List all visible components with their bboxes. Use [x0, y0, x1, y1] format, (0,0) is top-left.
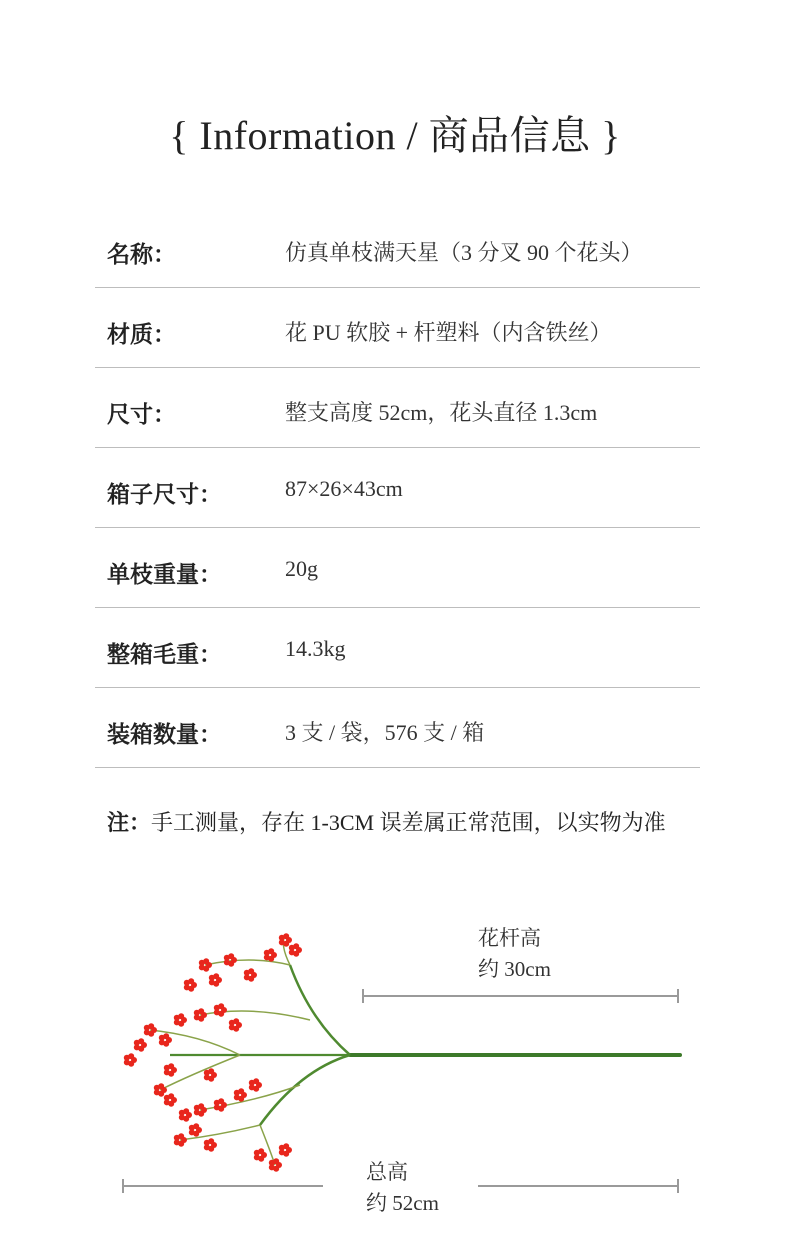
flower-head: [268, 948, 274, 954]
flower-head: [148, 1023, 154, 1029]
dimension-tick: [677, 989, 679, 1003]
flower-head: [233, 1018, 239, 1024]
spec-row-size: [95, 368, 700, 448]
spec-row-box-size: [95, 448, 700, 528]
flower-head: [168, 1093, 174, 1099]
stem-dimension-line: [363, 995, 678, 997]
flower-stem: [150, 935, 680, 1165]
flower-head: [208, 1068, 214, 1074]
measurement-note: [107, 806, 666, 837]
spec-row-name: [95, 208, 700, 288]
stem-height-title: 花杆高: [478, 926, 541, 950]
spec-value: 仿真单枝满天星（3 分叉 90 个花头）: [285, 240, 643, 265]
stem-height-value: 约 30cm: [478, 957, 551, 981]
flower-head: [228, 953, 234, 959]
flower-head: [158, 1083, 164, 1089]
flower-head: [203, 958, 209, 964]
spec-label: 尺寸：: [107, 402, 176, 428]
note-text: 手工测量，存在 1-3CM 误差属正常范围，以实物为准: [151, 810, 666, 835]
flower-head: [258, 1148, 264, 1154]
flower-head: [178, 1013, 184, 1019]
stem-height-label: [478, 923, 551, 985]
spec-label: 名称：: [107, 242, 176, 268]
flower-heads: [124, 933, 302, 1172]
flower-head: [213, 973, 219, 979]
spec-value: 87×26×43cm: [285, 476, 403, 501]
spec-value: 花 PU 软胶 + 杆塑料（内含铁丝）: [285, 320, 612, 345]
flower-head: [138, 1038, 144, 1044]
flower-head: [163, 1033, 169, 1039]
spec-value: 3 支 / 袋，576 支 / 箱: [285, 720, 485, 745]
flower-head: [198, 1103, 204, 1109]
row-divider: [95, 767, 700, 768]
flower-head: [238, 1088, 244, 1094]
gypsophila-flower-image: [110, 925, 690, 1185]
flower-head: [183, 1108, 189, 1114]
note-label: 注：: [107, 811, 152, 836]
dimension-tick: [677, 1179, 679, 1193]
spec-value: 整支高度 52cm，花头直径 1.3cm: [285, 400, 598, 425]
flower-head: [128, 1053, 134, 1059]
flower-head: [253, 1078, 259, 1084]
total-height-title: 总高: [366, 1160, 408, 1184]
flower-head: [248, 968, 254, 974]
flower-head: [293, 943, 299, 949]
spec-label: 材质：: [107, 322, 176, 348]
total-height-value: 约 52cm: [366, 1191, 439, 1215]
spec-row-gross-weight: [95, 608, 700, 688]
flower-head: [168, 1063, 174, 1069]
spec-row-packing: [95, 688, 700, 768]
page-title: { Information / 商品信息 }: [169, 113, 621, 158]
spec-label: 整箱毛重：: [107, 642, 222, 668]
flower-head: [218, 1003, 224, 1009]
spec-row-material: [95, 288, 700, 368]
flower-head: [193, 1123, 199, 1129]
spec-value: 14.3kg: [285, 636, 346, 661]
flower-head: [188, 978, 194, 984]
spec-row-weight: [95, 528, 700, 608]
total-height-label: [366, 1157, 439, 1219]
total-dimension-line-left: [123, 1185, 323, 1187]
flower-head: [273, 1158, 279, 1164]
flower-head: [218, 1098, 224, 1104]
spec-value: 20g: [285, 556, 318, 581]
spec-label: 装箱数量：: [107, 722, 222, 748]
flower-head: [198, 1008, 204, 1014]
flower-head: [178, 1133, 184, 1139]
flower-head: [208, 1138, 214, 1144]
flower-head: [283, 933, 289, 939]
flower-head: [283, 1143, 289, 1149]
spec-label: 单枝重量：: [107, 562, 222, 588]
total-dimension-line-right: [478, 1185, 678, 1187]
spec-label: 箱子尺寸：: [107, 482, 222, 508]
